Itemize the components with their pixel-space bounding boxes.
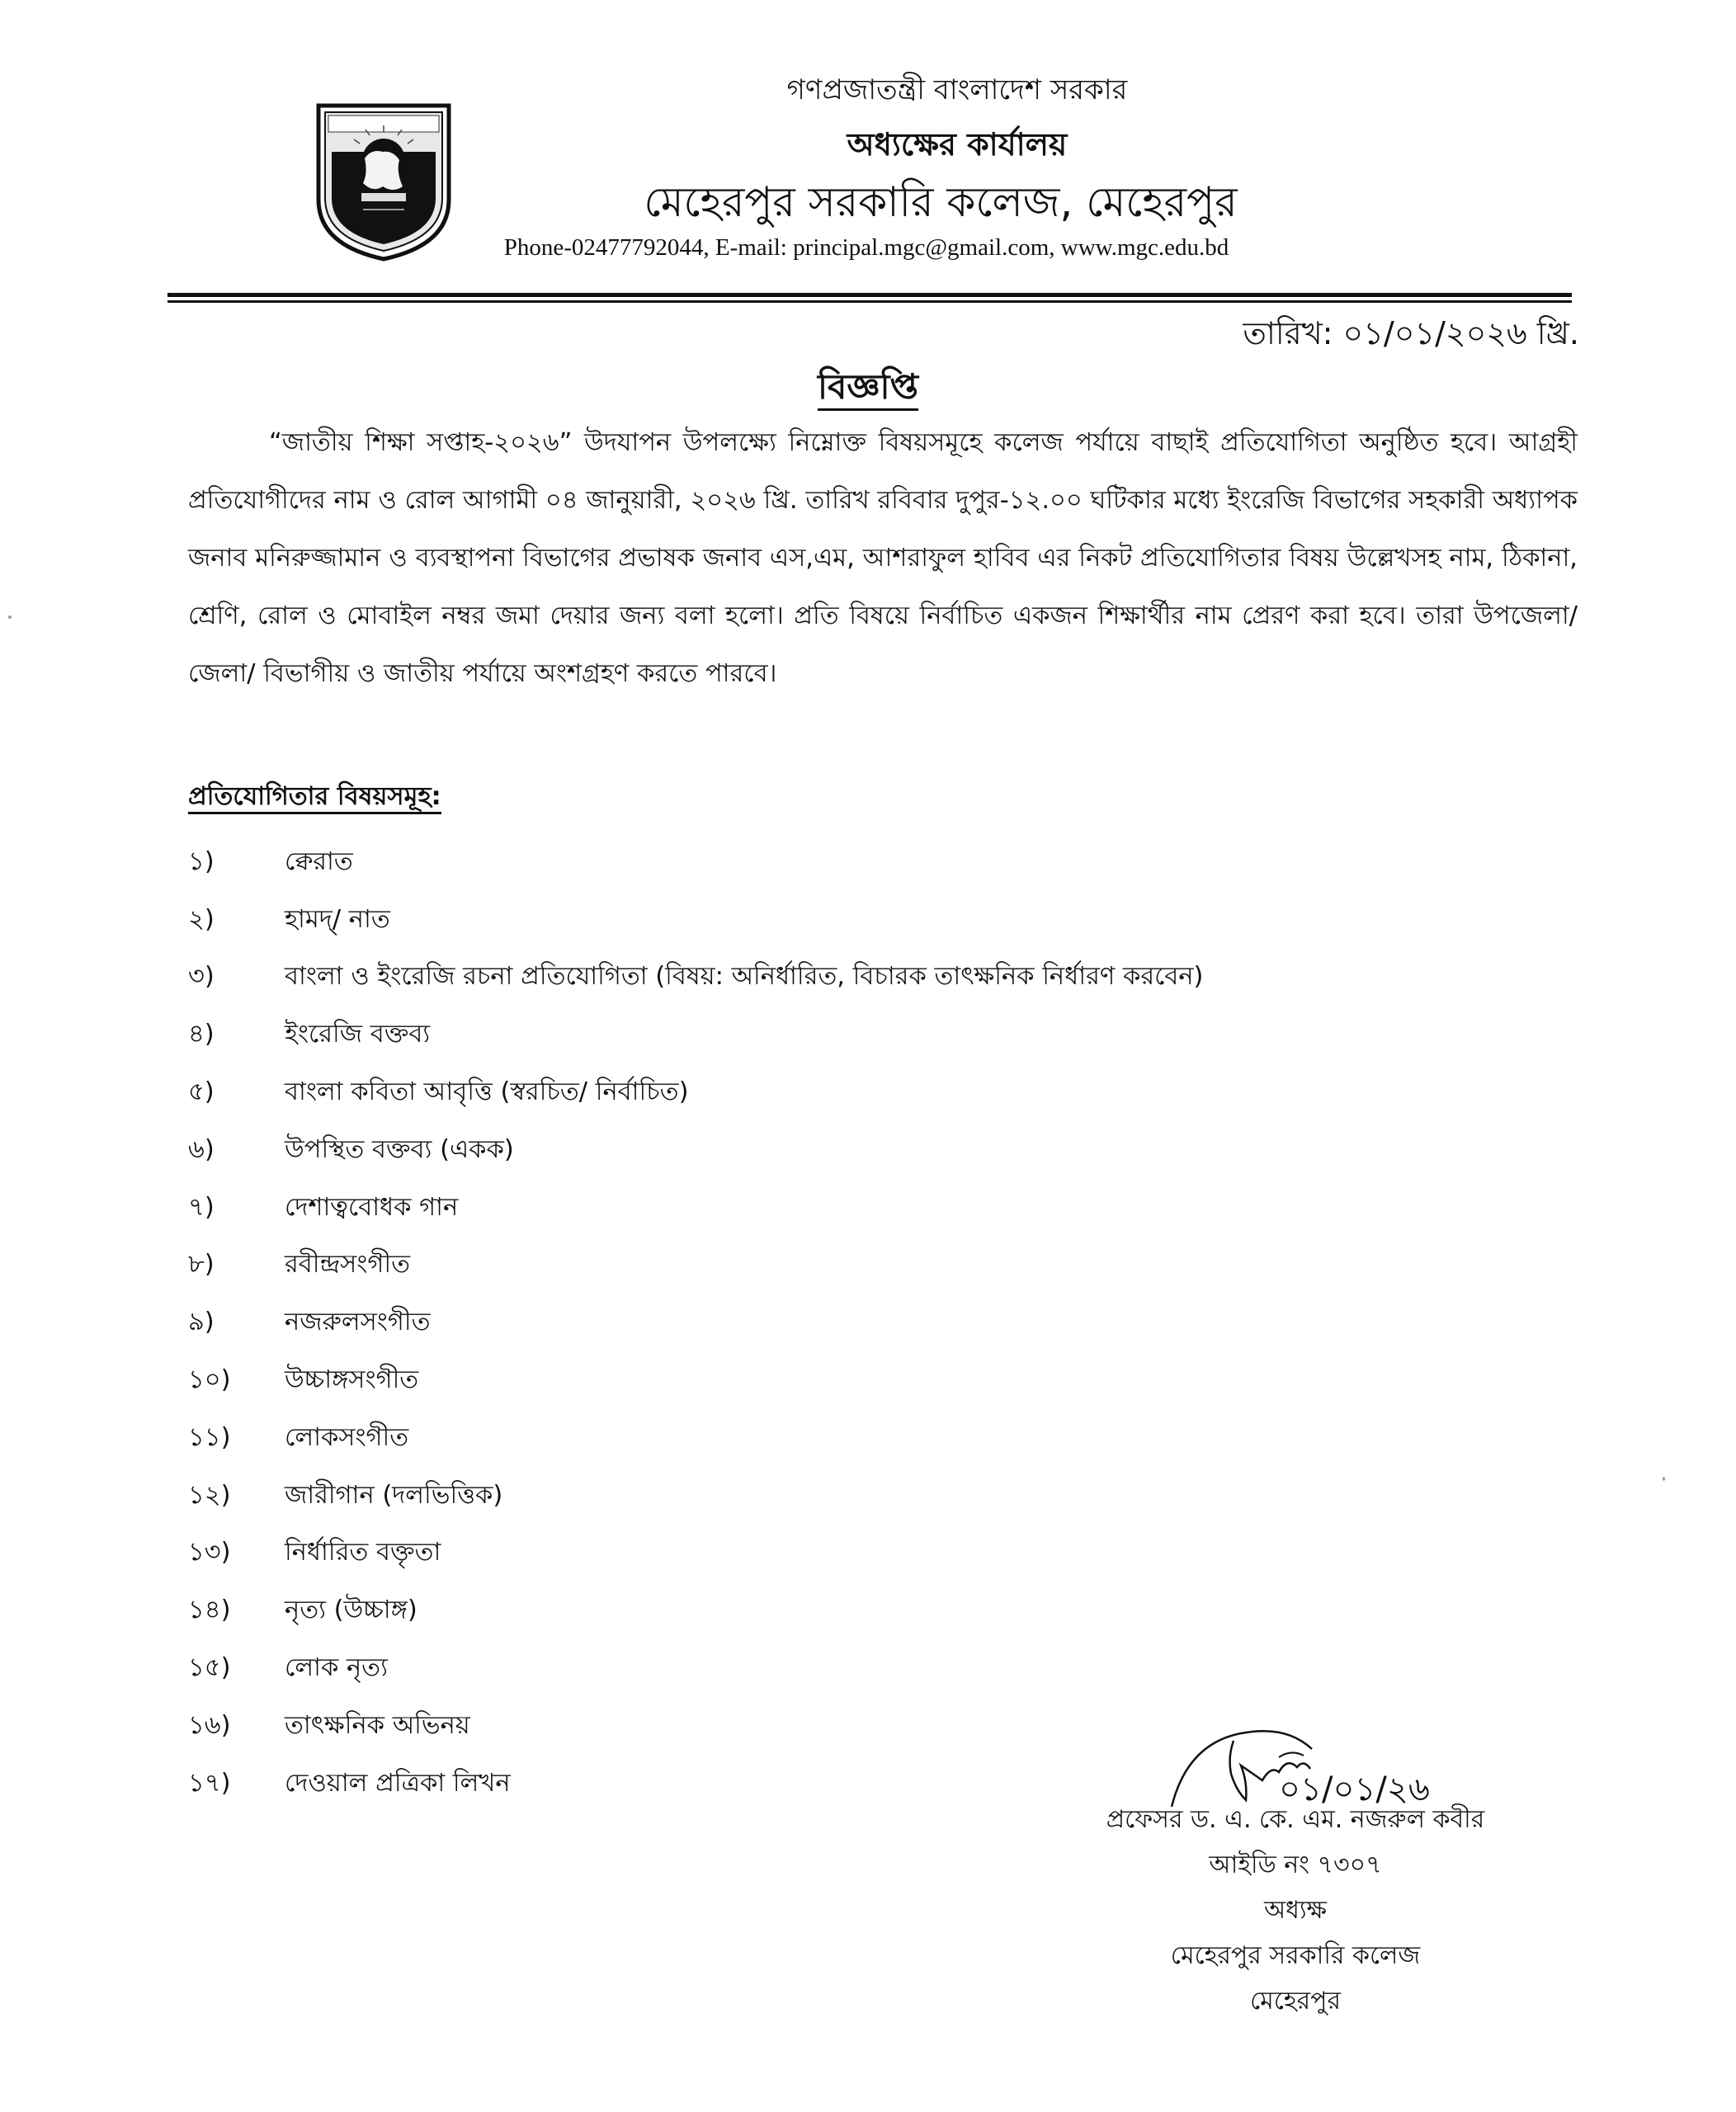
scan-speck [1663,1477,1665,1481]
subject-number: ১৫) [188,1653,231,1683]
signatory-name: প্রফেসর ড. এ. কে. এম. নজরুল কবীর [1106,1805,1485,1834]
subject-text: নজরুলসংগীত [285,1308,431,1337]
government-heading: গণপ্রজাতন্ত্রী বাংলাদেশ সরকার [786,73,1128,106]
subject-text: লোক নৃত্য [285,1653,388,1683]
subject-list-item [188,1294,1550,1351]
subject-text: তাৎক্ষনিক অভিনয় [285,1710,470,1740]
subject-list-item [188,1582,1550,1639]
subject-number: ১২) [188,1480,231,1510]
subject-list-item [188,891,1550,949]
header-rule [167,300,1572,303]
subject-number: ২) [188,904,215,934]
subject-number: ১০) [188,1365,231,1395]
subject-text: হামদ্/ নাত [285,904,390,934]
subject-number: ৫) [188,1077,215,1107]
subject-number: ১) [188,846,215,876]
subject-text: বাংলা কবিতা আবৃত্তি (স্বরচিত/ নির্বাচিত) [285,1077,689,1107]
subject-text: উচ্চাঙ্গসংগীত [285,1365,419,1395]
notice-title: বিজ্ঞপ্তি [818,366,918,411]
contact-info: Phone-02477792044, E-mail: principal.mgc@gmail.com, www.mgc.edu.bd [503,234,1229,261]
subject-list-item [188,1121,1550,1179]
subject-list-item [188,1351,1550,1409]
subject-text: বাংলা ও ইংরেজি রচনা প্রতিযোগিতা (বিষয়: অনির্ধারিত, বিচারক তাৎক্ষনিক নির্ধারণ করবেন) [285,962,1204,992]
signature-date: ০১/০১/২৬ [1279,1770,1430,1808]
notice-body: “জাতীয় শিক্ষা সপ্তাহ-২০২৬” উদযাপন উপলক্ষ্যে নিম্নোক্ত বিষয়সমূহে কলেজ পর্যায়ে বাছাই প্রতিযোগিতা অনুষ্ঠিত হবে। আগ্রহী প্রতিযোগীদের নাম ও রোল আগামী ০৪ জানুয়ারী, ২০২৬ খ্রি. তারিখ রবিবার দুপুর-১২.০০ ঘটিকার মধ্যে ইংরেজি বিভাগের সহকারী অধ্যাপক জনাব মনিরুজ্জামান ও ব্যবস্থাপনা বিভাগের প্রভাষক জনাব এস,এম, আশরাফুল হাবিব এর নিকট প্রতিযোগিতার বিষয় উল্লেখসহ নাম, ঠিকানা, শ্রেণি, রোল ও মোবাইল নম্বর জমা দেয়ার জন্য বলা হলো। প্রতি বিষয়ে নির্বাচিত একজন শিক্ষার্থীর নাম প্রেরণ করা হবে। তারা উপজেলা/ জেলা/ বিভাগীয় ও জাতীয় পর্যায়ে অংশগ্রহণ করতে পারবে। [188,428,1578,688]
subject-text: ক্বেরাত [285,846,353,876]
subject-list-item [188,1006,1550,1063]
signatory-block [965,1797,1625,2024]
subject-list-item [188,1467,1550,1525]
subject-number: ৭) [188,1192,215,1222]
subject-number: ১১) [188,1422,231,1452]
subject-number: ১৭) [188,1768,231,1798]
subject-text: লোকসংগীত [285,1422,409,1452]
subject-number: ৪) [188,1020,215,1049]
subject-list-item [188,833,1550,891]
notice-date: তারিখ: ০১/০১/২০২৬ খ্রি. [1243,315,1579,351]
subject-number: ৩) [188,962,215,992]
subject-text: নির্ধারিত বক্তৃতা [285,1538,441,1568]
signatory-id: আইডি নং ৭৩০৭ [1209,1850,1382,1879]
signatory-location: মেহেরপুর [1249,1987,1341,2015]
subject-list-item [188,1525,1550,1582]
subject-list-item [188,1237,1550,1294]
subject-text: দেশাত্ববোধক গান [285,1192,459,1222]
signatory-designation: অধ্যক্ষ [1264,1896,1327,1925]
subject-list-item [188,1063,1550,1121]
subjects-list [188,833,1550,1813]
subject-list-item [188,1409,1550,1467]
subjects-heading-wrap [188,774,441,820]
subject-text: ইংরেজি বক্তব্য [285,1020,431,1049]
subject-text: নৃত্য (উচ্চাঙ্গ) [285,1596,417,1625]
subject-number: ১৬) [188,1710,231,1740]
header-rule [167,293,1572,297]
subject-number: ৬) [188,1134,215,1164]
subject-text: রবীন্দ্রসংগীত [285,1250,411,1280]
signatory-institution: মেহেরপুর সরকারি কলেজ [1170,1941,1421,1970]
notice-title-wrap [0,361,1736,412]
subject-list-item [188,949,1550,1006]
subject-text: উপস্থিত বক্তব্য (একক) [285,1134,514,1164]
subject-number: ৮) [188,1250,215,1280]
subject-text: দেওয়াল প্রত্রিকা লিখন [285,1768,511,1798]
subject-number: ৯) [188,1308,215,1337]
subject-number: ১৪) [188,1596,231,1625]
subjects-heading: প্রতিযোগিতার বিষয়সমূহ: [188,782,441,814]
college-name: মেহেরপুর সরকারি কলেজ, মেহেরপুর [644,178,1238,226]
scan-speck [8,615,12,619]
subject-list-item [188,1639,1550,1697]
subject-list-item [188,1179,1550,1237]
subject-number: ১৩) [188,1538,231,1568]
office-heading: অধ্যক্ষের কার্যালয় [847,126,1068,163]
subject-text: জারীগান (দলভিত্তিক) [285,1480,503,1510]
